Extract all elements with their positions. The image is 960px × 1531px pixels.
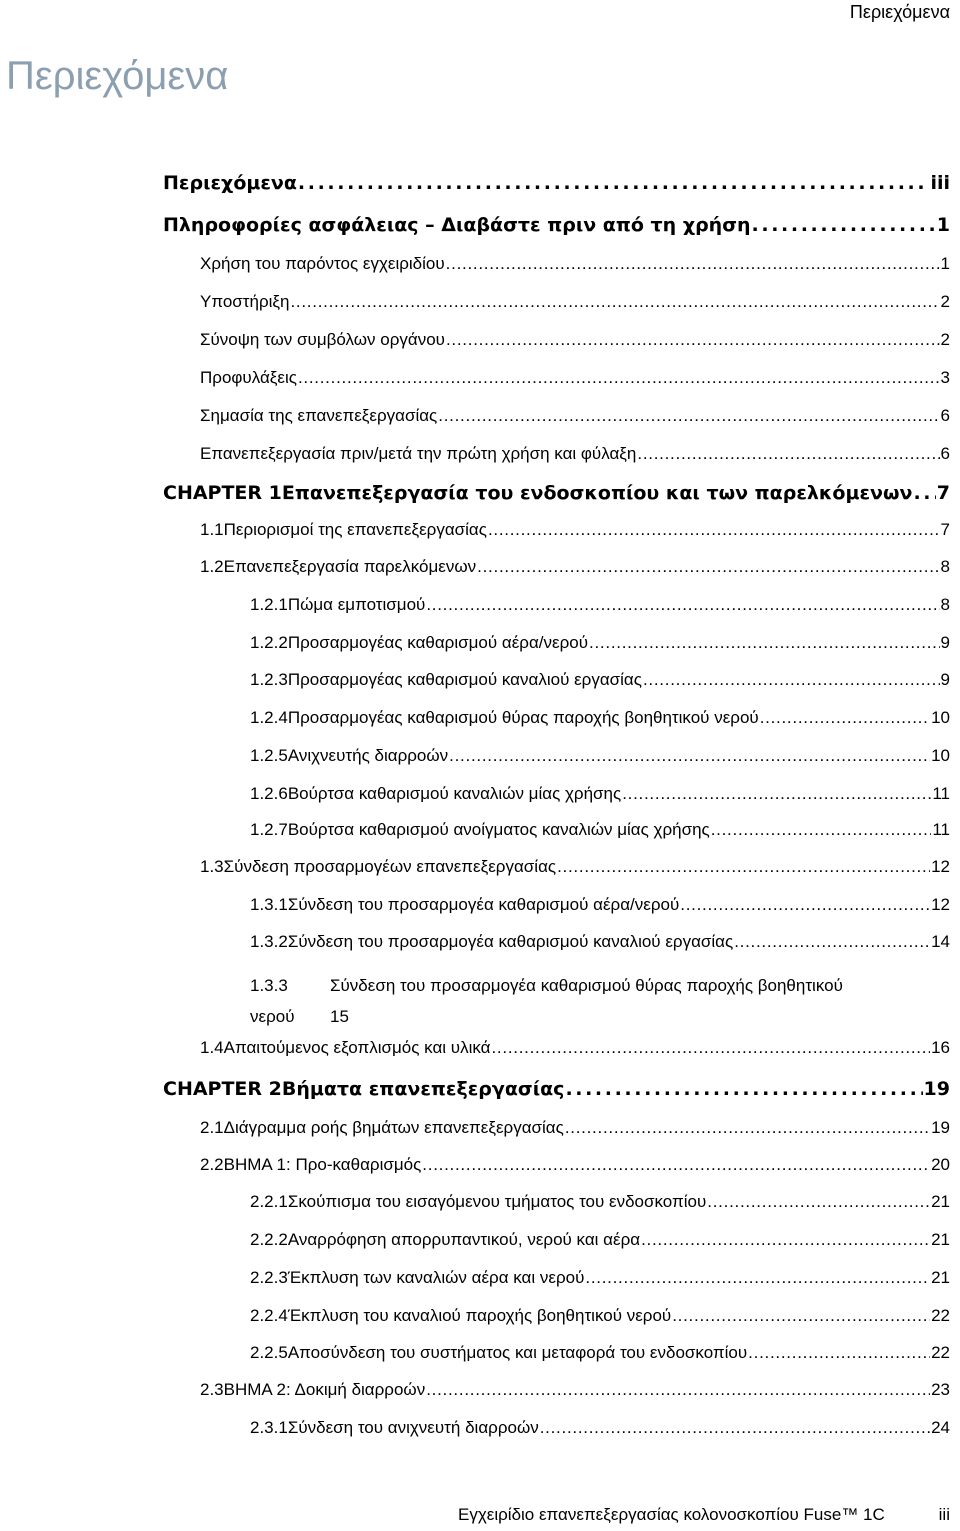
toc-entry-page: 9 — [940, 633, 950, 652]
toc-entry[interactable] — [250, 670, 950, 690]
toc-entry[interactable] — [250, 1268, 950, 1288]
toc-entry-number: 1.2 — [200, 557, 224, 576]
toc-entry-title: Έκπλυση του καναλιού παροχής βοηθητικού νερού — [287, 1306, 672, 1325]
toc-entry-page: 1 — [940, 254, 950, 273]
toc-chapter-entry[interactable] — [163, 482, 950, 504]
toc-entry-page: 16 — [931, 1038, 950, 1057]
toc-dot-leader — [734, 932, 930, 952]
toc-dot-leader — [446, 330, 940, 350]
toc-entry-page: 22 — [931, 1306, 950, 1325]
toc-entry[interactable] — [200, 520, 950, 540]
page-footer — [458, 1505, 950, 1525]
toc-entry[interactable] — [250, 932, 950, 952]
toc-dot-leader — [290, 292, 939, 312]
toc-entry-title: Βούρτσα καθαρισμού καναλιών μίας χρήσης — [287, 784, 622, 803]
toc-entry-page: 19 — [931, 1118, 950, 1137]
toc-entry[interactable] — [163, 214, 950, 236]
toc-entry-page: 21 — [931, 1230, 950, 1249]
toc-entry-page: 10 — [931, 746, 950, 765]
toc-entry-number: 1.3.1 — [250, 895, 288, 914]
toc-entry[interactable] — [250, 970, 930, 1032]
toc-dot-leader — [477, 557, 939, 577]
toc-dot-leader — [565, 1118, 930, 1138]
toc-entry-number: 1.3.3 — [250, 976, 288, 995]
toc-dot-leader — [752, 214, 936, 236]
toc-entry[interactable] — [163, 172, 950, 194]
toc-dot-leader — [438, 406, 939, 426]
toc-dot-leader — [913, 482, 935, 504]
toc-entry-title: Σύνδεση του προσαρμογέα καθαρισμού θύρας παροχής βοηθητικού — [330, 976, 843, 995]
toc-entry-page: 11 — [932, 820, 950, 839]
toc-entry-number: CHAPTER 1 — [163, 482, 282, 504]
toc-dot-leader — [565, 1078, 922, 1100]
toc-entry-number: 2.2.3 — [250, 1268, 288, 1287]
page-title: Περιεχόμενα — [6, 54, 229, 98]
toc-dot-leader — [641, 1230, 930, 1250]
toc-entry-title: Επανεπεξεργασία πριν/μετά την πρώτη χρήση και φύλαξη — [200, 444, 637, 463]
toc-entry[interactable] — [200, 368, 950, 388]
toc-dot-leader — [672, 1306, 930, 1326]
toc-entry[interactable] — [200, 1118, 950, 1138]
toc-entry-title: Αναρρόφηση απορρυπαντικού, νερού και αέρα — [287, 1230, 641, 1249]
toc-dot-leader — [622, 784, 931, 804]
toc-dot-leader — [491, 1038, 930, 1058]
toc-dot-leader — [426, 1380, 930, 1400]
toc-dot-leader — [585, 1268, 930, 1288]
toc-entry-title: Πληροφορίες ασφάλειας – Διαβάστε πριν από τη χρήση — [163, 214, 751, 236]
toc-entry-number: 2.2.1 — [250, 1192, 288, 1211]
toc-entry[interactable] — [200, 1155, 950, 1175]
toc-entry-page: 12 — [931, 895, 950, 914]
toc-entry-page: 21 — [931, 1268, 950, 1287]
toc-dot-leader — [446, 254, 940, 274]
toc-entry-number: 1.4 — [200, 1038, 224, 1057]
toc-entry-title: Σημασία της επανεπεξεργασίας — [200, 406, 438, 425]
toc-entry[interactable] — [250, 784, 950, 804]
toc-entry-title: Έκπλυση των καναλιών αέρα και νερού — [287, 1268, 585, 1287]
toc-dot-leader — [589, 633, 940, 653]
toc-entry[interactable] — [200, 857, 950, 877]
toc-entry-title: Σύνδεση του προσαρμογέα καθαρισμού αέρα/νερού — [287, 895, 680, 914]
toc-dot-leader — [707, 1192, 930, 1212]
toc-dot-leader — [298, 172, 930, 194]
toc-entry-title: Προσαρμογέας καθαρισμού θύρας παροχής βοηθητικού νερού — [287, 708, 759, 727]
toc-dot-leader — [422, 1155, 930, 1175]
toc-entry-page: 23 — [931, 1380, 950, 1399]
toc-entry-page: 8 — [940, 557, 950, 576]
toc-dot-leader — [488, 520, 940, 540]
toc-entry-page: 22 — [931, 1343, 950, 1362]
toc-entry[interactable] — [200, 444, 950, 464]
toc-entry-title: Βήματα επανεπεξεργασίας — [281, 1078, 565, 1100]
toc-entry-title: Επανεπεξεργασία του ενδοσκοπίου και των παρελκόμενων — [281, 482, 913, 504]
toc-entry-title: Διάγραμμα ροής βημάτων επανεπεξεργασίας — [223, 1118, 564, 1137]
toc-dot-leader — [711, 820, 932, 840]
toc-dot-leader — [426, 595, 939, 615]
toc-entry-page: 3 — [940, 368, 950, 387]
toc-entry-title: Βούρτσα καθαρισμού ανοίγματος καναλιών μίας χρήσης — [287, 820, 710, 839]
toc-entry-page: 19 — [923, 1078, 950, 1100]
toc-entry-title: Υποστήριξη — [200, 292, 290, 311]
toc-entry[interactable] — [200, 330, 950, 350]
toc-entry-page: 10 — [931, 708, 950, 727]
toc-entry-page: 14 — [931, 932, 950, 951]
toc-entry-title: ΒΗΜΑ 2: Δοκιμή διαρροών — [223, 1380, 426, 1399]
toc-dot-leader — [449, 746, 930, 766]
toc-dot-leader — [760, 708, 930, 728]
toc-entry-number: CHAPTER 2 — [163, 1078, 282, 1100]
toc-entry[interactable] — [250, 1230, 950, 1250]
toc-entry-number: 1.1 — [200, 520, 224, 539]
toc-entry-page: iii — [930, 172, 950, 194]
footer-page-number: iii — [938, 1505, 950, 1524]
toc-entry-page: 1 — [936, 214, 950, 236]
toc-dot-leader — [680, 895, 930, 915]
toc-entry-page: 20 — [931, 1155, 950, 1174]
footer-doc-title: Εγχειρίδιο επανεπεξεργασίας κολονοσκοπίου Fuse™ 1C — [458, 1505, 885, 1524]
toc-entry-number: 2.1 — [200, 1118, 224, 1137]
toc-entry-page: 15 — [330, 1007, 349, 1026]
toc-entry-number: 2.2 — [200, 1155, 224, 1174]
toc-entry-page: 21 — [931, 1192, 950, 1211]
toc-entry[interactable] — [250, 595, 950, 615]
toc-entry-title-continuation: νερού — [250, 1007, 295, 1026]
toc-entry[interactable] — [200, 1038, 950, 1058]
toc-entry-title: Πώμα εμποτισμού — [287, 595, 426, 614]
toc-entry-number: 1.2.5 — [250, 746, 288, 765]
toc-entry-title: Σύνδεση προσαρμογέων επανεπεξεργασίας — [223, 857, 557, 876]
toc-dot-leader — [748, 1343, 930, 1363]
toc-entry-title: Προσαρμογέας καθαρισμού αέρα/νερού — [287, 633, 589, 652]
toc-dot-leader — [557, 857, 930, 877]
toc-entry-page: 7 — [936, 482, 950, 504]
toc-entry[interactable] — [200, 406, 950, 426]
toc-entry-title: Ανιχνευτής διαρροών — [287, 746, 449, 765]
toc-entry[interactable] — [250, 895, 950, 915]
toc-entry-number: 1.2.1 — [250, 595, 288, 614]
toc-entry-title: Περιορισμοί της επανεπεξεργασίας — [223, 520, 487, 539]
toc-entry-number: 2.2.2 — [250, 1230, 288, 1249]
toc-entry-number: 2.3 — [200, 1380, 224, 1399]
toc-entry-number: 1.2.4 — [250, 708, 288, 727]
toc-entry[interactable] — [250, 1306, 950, 1326]
toc-entry[interactable] — [250, 1418, 950, 1438]
toc-entry-number: 1.2.7 — [250, 820, 288, 839]
toc-chapter-entry[interactable] — [163, 1078, 950, 1100]
toc-entry[interactable] — [250, 1192, 950, 1212]
toc-entry[interactable] — [250, 633, 950, 653]
toc-entry-page: 6 — [940, 444, 950, 463]
toc-entry-title: Προφυλάξεις — [200, 368, 297, 387]
toc-entry[interactable] — [250, 1343, 950, 1363]
toc-dot-leader — [540, 1418, 930, 1438]
toc-entry-number: 2.2.5 — [250, 1343, 288, 1362]
running-header: Περιεχόμενα — [849, 2, 950, 22]
toc-entry-title: Περιεχόμενα — [163, 172, 297, 194]
toc-entry-number: 1.3.2 — [250, 932, 288, 951]
toc-entry-number: 1.2.2 — [250, 633, 288, 652]
toc-entry-title: Επανεπεξεργασία παρελκόμενων — [223, 557, 477, 576]
toc-entry-page: 6 — [940, 406, 950, 425]
toc-entry[interactable] — [200, 292, 950, 312]
toc-entry-title: Αποσύνδεση του συστήματος και μεταφορά του ενδοσκοπίου — [287, 1343, 748, 1362]
toc-entry-page: 2 — [940, 330, 950, 349]
toc-entry[interactable] — [200, 1380, 950, 1400]
toc-entry[interactable] — [200, 557, 950, 577]
toc-entry-number: 1.2.3 — [250, 670, 288, 689]
toc-entry-title: Σκούπισμα του εισαγόμενου τμήματος του ενδοσκοπίου — [287, 1192, 707, 1211]
toc-entry-title: Απαιτούμενος εξοπλισμός και υλικά — [223, 1038, 491, 1057]
toc-entry-title: Προσαρμογέας καθαρισμού καναλιού εργασίας — [287, 670, 642, 689]
toc-entry[interactable] — [200, 254, 950, 274]
toc-entry-page: 24 — [931, 1418, 950, 1437]
toc-entry-title: Σύνοψη των συμβόλων οργάνου — [200, 330, 445, 349]
toc-entry-page: 11 — [932, 784, 950, 803]
toc-entry-page: 2 — [940, 292, 950, 311]
toc-entry-page: 7 — [940, 520, 950, 539]
toc-entry-page: 12 — [931, 857, 950, 876]
toc-entry-number: 2.2.4 — [250, 1306, 288, 1325]
toc-entry-title: Σύνδεση του προσαρμογέα καθαρισμού καναλιού εργασίας — [287, 932, 734, 951]
toc-entry[interactable] — [250, 820, 950, 840]
toc-dot-leader — [637, 444, 939, 464]
toc-entry-number: 1.3 — [200, 857, 224, 876]
toc-entry-title: Χρήση του παρόντος εγχειριδίου — [200, 254, 445, 273]
toc-dot-leader — [643, 670, 940, 690]
toc-entry-page: 9 — [940, 670, 950, 689]
toc-dot-leader — [298, 368, 940, 388]
toc-entry[interactable] — [250, 708, 950, 728]
toc-entry-title: Σύνδεση του ανιχνευτή διαρροών — [287, 1418, 539, 1437]
toc-entry-title: ΒΗΜΑ 1: Προ-καθαρισμός — [223, 1155, 422, 1174]
toc-entry-number: 2.3.1 — [250, 1418, 288, 1437]
toc-entry[interactable] — [250, 746, 950, 766]
toc-entry-page: 8 — [940, 595, 950, 614]
toc-entry-number: 1.2.6 — [250, 784, 288, 803]
